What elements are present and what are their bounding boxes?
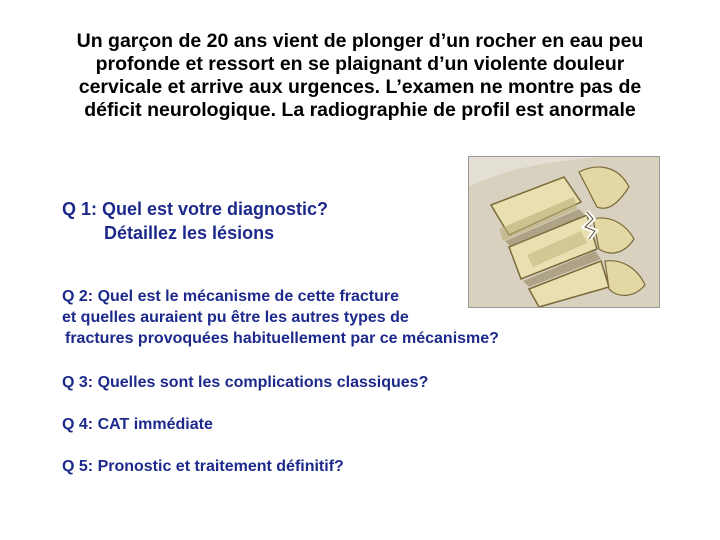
question-1-line: Q 1: Quel est votre diagnostic? [62,199,329,219]
vertebrae-drawing [469,157,659,307]
case-description-line: Un garçon de 20 ans vient de plonger d’un rocher en eau peu [76,30,644,52]
question-2 [62,286,499,349]
question-3: Q 3: Quelles sont les complications classiques? [62,374,429,391]
case-description-line: cervicale et arrive aux urgences. L’examen ne montre pas de [78,76,642,98]
question-2-line: fractures provoquées habituellement par ce mécanisme? [65,330,499,347]
case-description-line: déficit neurologique. La radiographie de profil est anormale [84,99,636,121]
case-description [50,30,670,122]
case-description-line: profonde et ressort en se plaignant d’un violente douleur [95,53,625,75]
question-2-line: et quelles auraient pu être les autres types de [62,309,409,326]
question-2-line: Q 2: Quel est le mécanisme de cette fracture [62,288,400,305]
question-4: Q 4: CAT immédiate [62,416,213,433]
question-5: Q 5: Pronostic et traitement définitif? [62,458,344,475]
question-1 [62,197,328,245]
question-1-line: Détaillez les lésions [104,223,275,243]
